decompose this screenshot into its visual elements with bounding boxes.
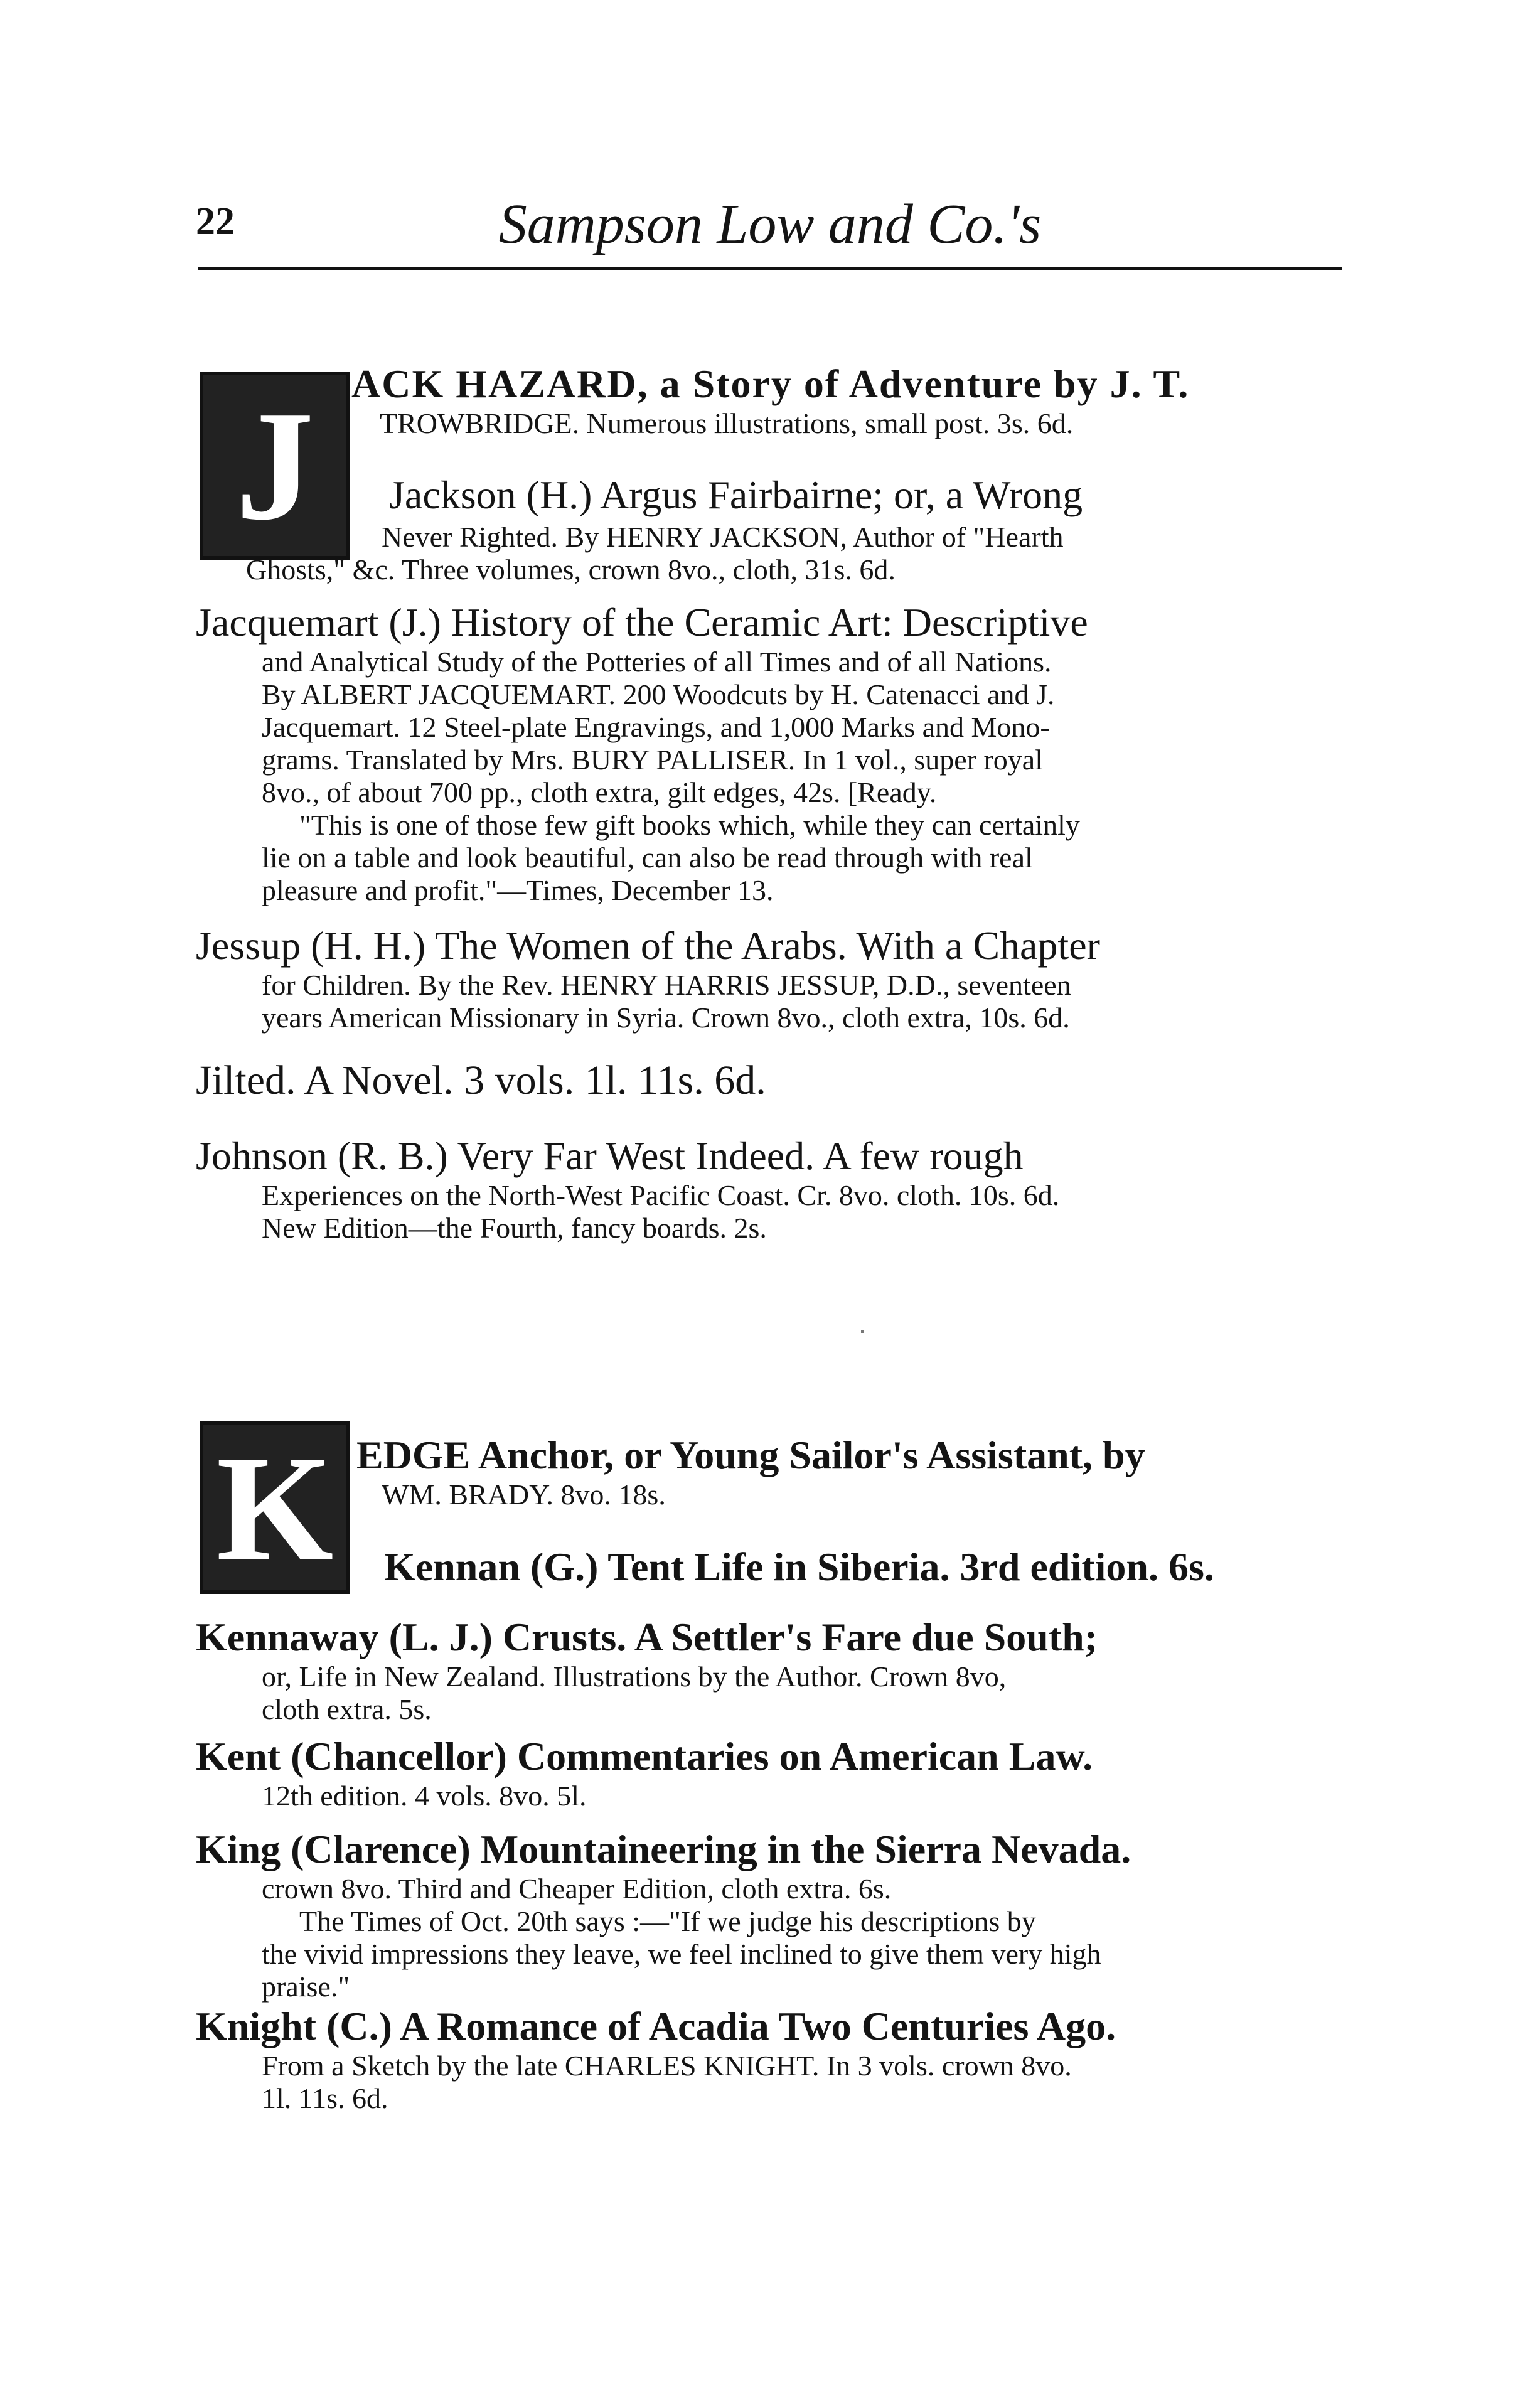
catalogue-entry: [196, 1614, 1343, 1726]
catalogue-entry: [196, 599, 1343, 907]
initial-letter-k: K: [216, 1425, 334, 1591]
entry-heading: EDGE Anchor, or Young Sailor's Assistant, by: [356, 1433, 1145, 1477]
speck: [861, 1330, 864, 1333]
entry-line: 1l. 11s. 6d.: [262, 2082, 388, 2114]
catalogue-entry: [384, 1544, 1343, 1590]
page-number: 22: [196, 200, 235, 243]
catalogue-entry: [351, 361, 1343, 440]
catalogue-entry: [196, 923, 1343, 1034]
entry-line: Experiences on the North-West Pacific Coast. Cr. 8vo. cloth. 10s. 6d.: [262, 1179, 1060, 1211]
entry-line: Ghosts," &c. Three volumes, crown 8vo., cloth, 31s. 6d.: [246, 554, 896, 586]
entry-heading: Johnson (R. B.) Very Far West Indeed. A few rough: [196, 1133, 1024, 1178]
entry-line: grams. Translated by Mrs. BURY PALLISER. In 1 vol., super royal: [262, 744, 1043, 776]
entry-line: Jacquemart. 12 Steel-plate Engravings, and 1,000 Marks and Mono-: [262, 711, 1050, 743]
catalogue-entry: [196, 1057, 1343, 1104]
entry-line: crown 8vo. Third and Cheaper Edition, cloth extra. 6s.: [262, 1873, 892, 1905]
entry-line: TROWBRIDGE. Numerous illustrations, small post. 3s. 6d.: [380, 407, 1074, 439]
entry-line: "This is one of those few gift books which, while they can certainly: [299, 809, 1080, 841]
entry-heading: Kennaway (L. J.) Crusts. A Settler's Fare due South;: [196, 1615, 1098, 1659]
entry-line: WM. BRADY. 8vo. 18s.: [382, 1479, 666, 1511]
entry-line: Never Righted. By HENRY JACKSON, Author of "Hearth: [382, 521, 1064, 553]
entry-heading: Jacquemart (J.) History of the Ceramic Art: Descriptive: [196, 600, 1088, 645]
catalogue-entry: [196, 1733, 1343, 1812]
entry-line: From a Sketch by the late CHARLES KNIGHT. In 3 vols. crown 8vo.: [262, 2050, 1072, 2082]
catalogue-entry: [196, 2003, 1343, 2115]
entry-heading: Knight (C.) A Romance of Acadia Two Centuries Ago.: [196, 2004, 1116, 2048]
entry-line: 8vo., of about 700 pp., cloth extra, gilt edges, 42s. [Ready.: [262, 776, 937, 808]
running-title: Sampson Low and Co.'s: [498, 193, 1042, 255]
entry-line: cloth extra. 5s.: [262, 1693, 432, 1725]
entry-line: years American Missionary in Syria. Crown 8vo., cloth extra, 10s. 6d.: [262, 1002, 1070, 1034]
entry-line: for Children. By the Rev. HENRY HARRIS JESSUP, D.D., seventeen: [262, 969, 1071, 1001]
entry-heading: Kent (Chancellor) Commentaries on American Law.: [196, 1734, 1093, 1779]
catalogue-entry: [196, 1133, 1343, 1244]
entry-heading: Jessup (H. H.) The Women of the Arabs. With a Chapter: [196, 923, 1100, 968]
header-rule: [198, 267, 1342, 270]
entry-line: or, Life in New Zealand. Illustrations by the Author. Crown 8vo,: [262, 1661, 1007, 1693]
entry-heading: Jackson (H.) Argus Fairbairne; or, a Wrong: [389, 473, 1083, 517]
entry-heading: ACK HAZARD, a Story of Adventure by J. T.: [351, 361, 1190, 406]
entry-heading: Kennan (G.) Tent Life in Siberia. 3rd edition. 6s.: [384, 1544, 1214, 1589]
entry-line: New Edition—the Fourth, fancy boards. 2s.: [262, 1212, 767, 1244]
initial-letter-j: J: [235, 379, 314, 553]
catalogue-entry: [196, 1826, 1343, 2003]
entry-heading: King (Clarence) Mountaineering in the Sierra Nevada.: [196, 1827, 1131, 1871]
entry-heading: Jilted. A Novel. 3 vols. 1l. 11s. 6d.: [196, 1057, 766, 1103]
catalogue-entry: [389, 472, 1343, 518]
entry-line: lie on a table and look beautiful, can also be read through with real: [262, 842, 1033, 874]
catalogue-entry: [356, 1432, 1343, 1511]
entry-continuation: [196, 521, 1343, 586]
entry-line: 12th edition. 4 vols. 8vo. 5l.: [262, 1780, 587, 1812]
entry-line: the vivid impressions they leave, we feel inclined to give them very high: [262, 1938, 1101, 1970]
entry-line: By ALBERT JACQUEMART. 200 Woodcuts by H. Catenacci and J.: [262, 678, 1055, 710]
decorated-initial-k: [200, 1421, 350, 1594]
entry-line: The Times of Oct. 20th says :—"If we judge his descriptions by: [299, 1905, 1036, 1937]
entry-line: and Analytical Study of the Potteries of all Times and of all Nations.: [262, 646, 1052, 678]
entry-line: pleasure and profit."—Times, December 13.: [262, 874, 774, 906]
entry-line: praise.": [262, 1971, 350, 2003]
